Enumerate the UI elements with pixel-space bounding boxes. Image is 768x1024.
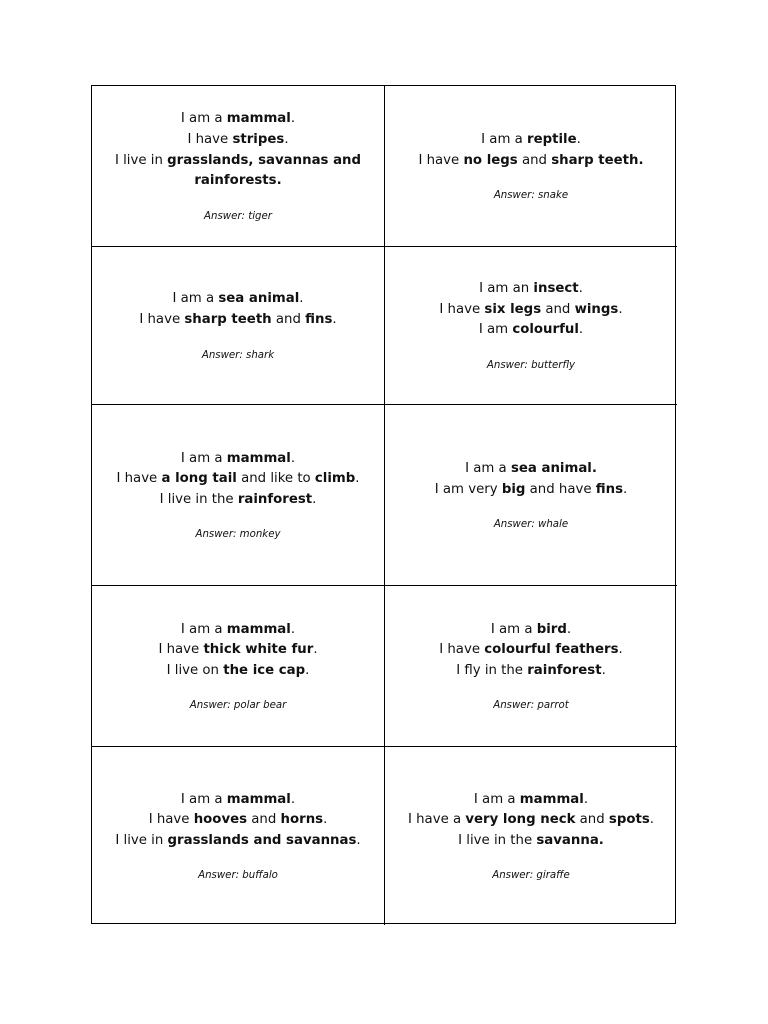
- clue-line: I have stripes.: [187, 131, 289, 147]
- answer-text: Answer: butterfly: [486, 359, 576, 371]
- riddle-card-grid: [91, 85, 676, 924]
- answer-text: Answer: polar bear: [189, 700, 287, 712]
- riddle-card-whale: [385, 405, 677, 586]
- clue-line: I live in the savanna.: [458, 832, 604, 848]
- riddle-card-butterfly: [385, 247, 677, 405]
- answer-text: Answer: giraffe: [492, 870, 570, 882]
- clue-line: I am a bird.: [490, 621, 572, 637]
- clue-line: I am a mammal.: [180, 450, 296, 466]
- riddle-card-shark: [92, 247, 385, 405]
- clue-line: I have a very long neck and spots.: [407, 812, 654, 828]
- answer-text: Answer: snake: [493, 190, 569, 202]
- answer-text: Answer: shark: [201, 349, 275, 361]
- answer-text: Answer: tiger: [204, 210, 272, 222]
- riddle-card-monkey: [92, 405, 385, 586]
- answer-text: Answer: buffalo: [198, 870, 278, 882]
- clue-line: I have sharp teeth and fins.: [139, 312, 337, 327]
- clue-line: I am colourful.: [478, 322, 584, 338]
- clue-line: I have colourful feathers.: [439, 642, 623, 658]
- clue-line: I have thick white fur.: [158, 642, 318, 658]
- riddle-card-buffalo: [92, 747, 385, 925]
- clue-line: I am a mammal.: [180, 621, 296, 637]
- clue-line: I am a mammal.: [180, 111, 296, 127]
- clue-line: I am a mammal.: [180, 791, 296, 807]
- clue-line: I am a sea animal.: [172, 291, 304, 307]
- riddle-card-polar-bear: [92, 586, 385, 747]
- clue-line: I am a reptile.: [481, 131, 581, 147]
- clue-line: I have no legs and sharp teeth.: [418, 152, 644, 168]
- clue-line: I am a mammal.: [473, 791, 589, 807]
- clue-line: I have a long tail and like to climb.: [116, 471, 360, 487]
- clue-line: I am a sea animal.: [465, 460, 597, 476]
- riddle-card-snake: [385, 86, 677, 247]
- clue-line: I live in grasslands, savannas and rainforests.: [114, 152, 362, 189]
- clue-line: I fly in the rainforest.: [456, 662, 606, 678]
- riddle-card-tiger: [92, 86, 385, 247]
- clue-line: I live in the rainforest.: [159, 491, 317, 507]
- clue-line: I live on the ice cap.: [166, 662, 310, 678]
- answer-text: Answer: parrot: [493, 700, 569, 712]
- answer-text: Answer: monkey: [195, 529, 281, 541]
- answer-text: Answer: whale: [493, 519, 569, 531]
- clue-line: I live in grasslands and savannas.: [115, 832, 361, 848]
- clue-line: I am an insect.: [479, 281, 583, 297]
- clue-line: I am very big and have fins.: [434, 481, 628, 497]
- riddle-card-giraffe: [385, 747, 677, 925]
- clue-line: I have hooves and horns.: [148, 812, 328, 828]
- riddle-card-parrot: [385, 586, 677, 747]
- clue-line: I have six legs and wings.: [439, 301, 623, 317]
